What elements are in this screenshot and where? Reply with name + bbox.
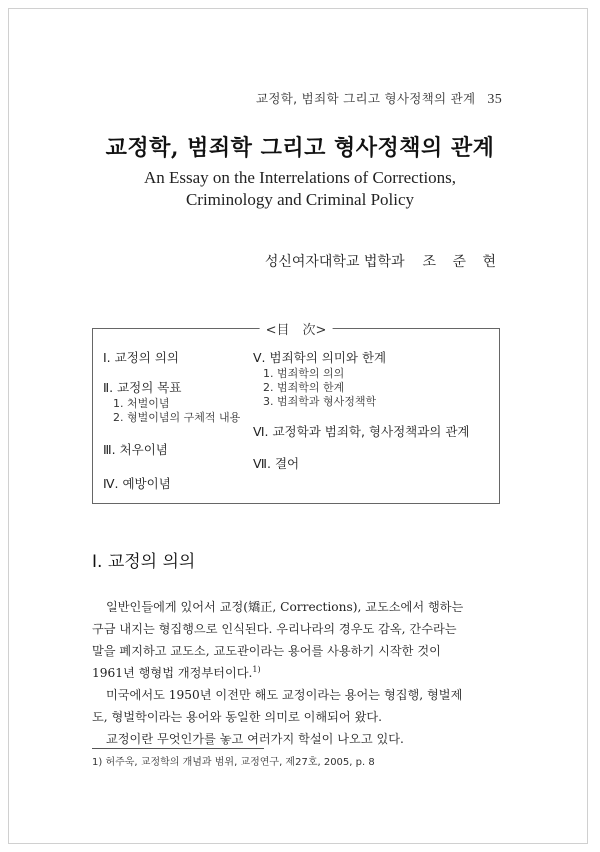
toc-item: Ⅳ. 예방이념 bbox=[103, 476, 171, 491]
toc-title: <目 次> bbox=[260, 319, 333, 338]
body-line: 도, 형벌학이라는 용어와 동일한 의미로 이해되어 왔다. bbox=[92, 710, 383, 724]
table-of-contents bbox=[92, 323, 500, 504]
toc-subitem: 2. 범죄학의 한계 bbox=[263, 381, 345, 394]
author-name: 조 준 현 bbox=[422, 254, 502, 270]
running-header bbox=[256, 89, 502, 108]
toc-subitem: 1. 처벌이념 bbox=[113, 397, 170, 410]
body-line: 구금 내지는 형집행으로 인식된다. 우리나라의 경우도 감옥, 간수라는 bbox=[92, 622, 457, 636]
toc-item: Ⅰ. 교정의 의의 bbox=[103, 350, 179, 365]
toc-right-column bbox=[253, 349, 498, 473]
body-line-text: 1961년 행형법 개정부터이다. bbox=[92, 666, 253, 680]
toc-item: Ⅶ. 결어 bbox=[253, 456, 300, 471]
body-text bbox=[92, 596, 510, 750]
running-title: 교정학, 범죄학 그리고 형사정책의 관계 bbox=[256, 91, 476, 106]
toc-item: Ⅲ. 처우이념 bbox=[103, 442, 168, 457]
body-line: 말을 폐지하고 교도소, 교도관이라는 용어를 사용하기 시작한 것이 bbox=[92, 644, 441, 658]
toc-subitem: 1. 범죄학의 의의 bbox=[263, 367, 345, 380]
paper-title-english bbox=[0, 167, 600, 211]
paper-title-korean: 교정학, 범죄학 그리고 형사정책의 관계 bbox=[105, 135, 495, 161]
toc-item: Ⅴ. 범죄학의 의미와 한계 bbox=[253, 350, 387, 365]
footnote-marker[interactable]: 1) bbox=[252, 664, 261, 674]
toc-item: Ⅱ. 교정의 목표 bbox=[103, 380, 182, 395]
body-line: 미국에서도 1950년 이전만 해도 교정이라는 용어는 형집행, 형벌제 bbox=[106, 688, 463, 702]
toc-subitem: 2. 형벌이념의 구체적 내용 bbox=[113, 411, 241, 424]
toc-left-column bbox=[103, 349, 263, 493]
body-line: 교정이란 무엇인가를 놓고 여러가지 학설이 나오고 있다. bbox=[106, 732, 404, 746]
section-heading: I. 교정의 의의 bbox=[92, 552, 196, 572]
body-line: 일반인들에게 있어서 교정(矯正, Corrections), 교도소에서 행하는 bbox=[106, 600, 464, 614]
page-number: 35 bbox=[487, 92, 502, 107]
title-english-line-2: Criminology and Criminal Policy bbox=[185, 190, 415, 209]
author-line bbox=[265, 251, 502, 271]
footnote-rule bbox=[92, 748, 264, 749]
footnote: 1) 허주욱, 교정학의 개념과 범위, 교정연구, 제27호, 2005, p. 8 bbox=[92, 757, 375, 768]
toc-item: Ⅵ. 교정학과 범죄학, 형사정책과의 관계 bbox=[253, 424, 470, 439]
author-affiliation: 성신여자대학교 법학과 bbox=[264, 254, 405, 270]
body-line bbox=[92, 662, 510, 684]
title-english-line-1: An Essay on the Interrelations of Corrections, bbox=[143, 168, 457, 187]
toc-subitem: 3. 범죄학과 형사정책학 bbox=[263, 395, 377, 408]
